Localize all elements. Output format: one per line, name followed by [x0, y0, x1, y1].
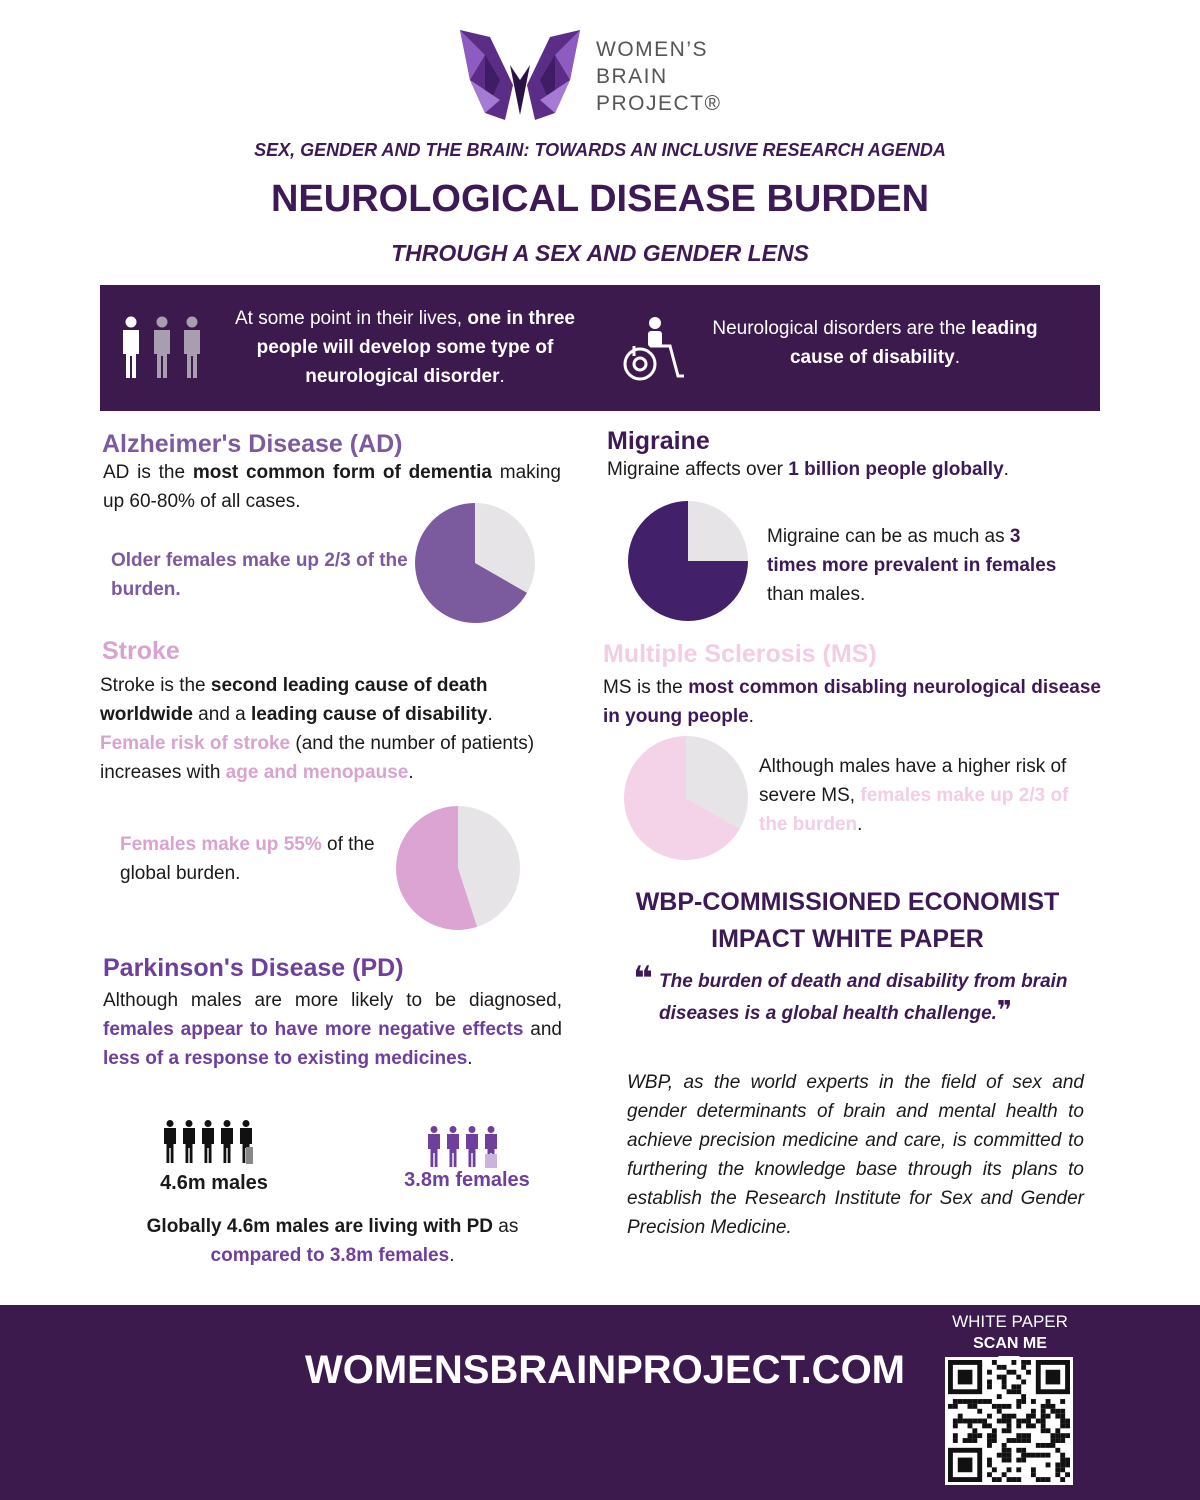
alzheimers-callout: Older females make up 2/3 of the burden.: [111, 550, 408, 600]
open-quote-icon: ❝: [633, 960, 653, 998]
qr-cta: SCAN ME: [973, 1335, 1047, 1352]
three-people-icon: [116, 316, 208, 380]
females-label: 3.8m females: [404, 1169, 530, 1191]
migraine-pie-chart: [627, 500, 749, 622]
alzheimers-pie-chart: [414, 502, 536, 624]
ms-callout: Although males have a higher risk of severe MS, females make up 2/3 of the burden.: [759, 756, 1069, 835]
whitepaper-title: [600, 884, 1095, 958]
one-in-three-text: At some point in their lives, one in three people will develop some type of neurological disorder.: [234, 308, 575, 387]
ms-text: MS is the most common disabling neurological disease in young people.: [603, 677, 1101, 727]
page-title: NEUROLOGICAL DISEASE BURDEN: [270, 178, 930, 220]
parkinsons-title: Parkinson's Disease (PD): [103, 954, 404, 982]
website-link[interactable]: WOMENSBRAINPROJECT.COM: [304, 1348, 906, 1392]
agenda-subtitle: SEX, GENDER AND THE BRAIN: TOWARDS AN INCLUSIVE RESEARCH AGENDA: [254, 140, 946, 160]
logo-line-3: PROJECT®: [596, 92, 722, 115]
stroke-text: Stroke is the second leading cause of death worldwide and a leading cause of disability. Female risk of stroke (and the number of patients) increases with age and menopause.: [100, 675, 535, 783]
parkinsons-text: Although males are more likely to be diagnosed, females appear to have more negative effects and less of a response to existing medicines.: [103, 990, 562, 1069]
whitepaper-title-line-1: WBP-COMMISSIONED ECONOMIST: [635, 888, 1060, 916]
migraine-text: Migraine affects over 1 billion people globally.: [607, 459, 1009, 480]
males-label: 4.6m males: [160, 1172, 268, 1194]
parkinsons-summary: Globally 4.6m males are living with PD as compared to 3.8m females.: [146, 1216, 519, 1266]
alzheimers-title: Alzheimer's Disease (AD): [102, 430, 403, 458]
migraine-pie-male-slice: [688, 501, 748, 561]
whitepaper-title-line-2: IMPACT WHITE PAPER: [711, 925, 984, 953]
migraine-title: Migraine: [607, 427, 710, 455]
alzheimers-text: AD is the most common form of dementia making up 60-80% of all cases.: [103, 462, 561, 512]
wbp-logo-text: [596, 36, 721, 117]
wheelchair-icon: [620, 316, 686, 384]
migraine-callout: Migraine can be as much as 3 times more prevalent in females than males.: [767, 526, 1057, 605]
leading-cause-text: Neurological disorders are the leading cause of disability.: [712, 318, 1038, 368]
logo-line-1: WOMEN’S: [596, 38, 708, 61]
stroke-callout: Females make up 55% of the global burden.: [120, 834, 375, 884]
logo-line-2: BRAIN: [596, 65, 668, 88]
qr-code-icon[interactable]: [948, 1360, 1070, 1482]
females-people-icon: [427, 1126, 501, 1168]
males-people-icon: [163, 1120, 257, 1164]
whitepaper-body: WBP, as the world experts in the field of sex and gender determinants of brain and mental health to achieve precision medicine and care, is committed to furthering the knowledge base through its plans to establish the Research Institute for Sex and Gender Precision Medicine.: [627, 1072, 1084, 1238]
close-quote-icon: ❞: [996, 995, 1013, 1025]
ms-pie-chart: [623, 735, 749, 861]
stroke-pie-chart: [395, 805, 521, 931]
wbp-butterfly-logo: [455, 25, 585, 125]
qr-label: WHITE PAPER: [952, 1312, 1068, 1331]
stroke-title: Stroke: [102, 637, 180, 665]
whitepaper-quote: The burden of death and disability from brain diseases is a global health challenge.❞: [659, 971, 1068, 1025]
ms-title: Multiple Sclerosis (MS): [603, 640, 877, 668]
qr-code-frame[interactable]: [945, 1357, 1073, 1485]
page-tagline: THROUGH A SEX AND GENDER LENS: [391, 240, 809, 266]
